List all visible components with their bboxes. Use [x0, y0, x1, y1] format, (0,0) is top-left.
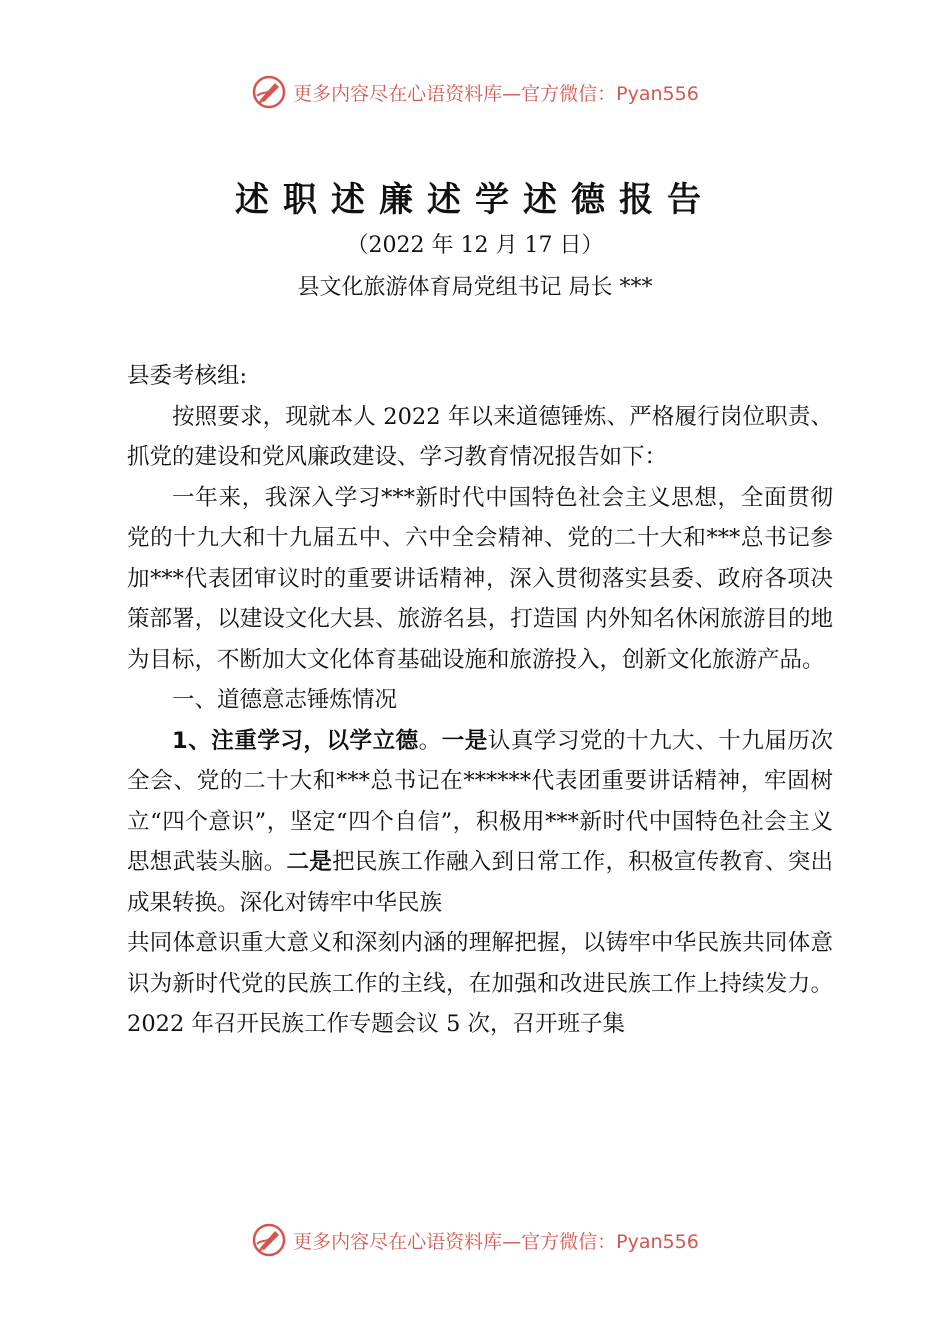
paragraph-continuation: 共同体意识重大意义和深刻内涵的理解把握，以铸牢中华民族共同体意识为新时代党的民族工作的主线，在加强和改进民族工作上持续发力。2022 年召开民族工作专题会议 5 次，召开班子集: [127, 930, 833, 1037]
section-heading: 一、道德意志锤炼情况: [172, 687, 398, 713]
watermark-header: [0, 74, 950, 110]
watermark-text: 更多内容尽在心语资料库—官方微信：Pyan556: [293, 82, 699, 105]
document-date: （2022 年 12 月 17 日）: [346, 233, 604, 258]
point-text-first: 认真学习党的十九大、十九届历次全会、党的二十大和***总书记在******代表团重要讲话精神，牢固树立“四个意识”，坚定“四个自信”，积极用***新时代中国特色社会主义思想武装头脑。: [127, 727, 833, 875]
pen-logo-icon: [251, 74, 287, 110]
document-author: 县文化旅游体育局党组书记 局长 ***: [297, 275, 653, 300]
watermark-footer: [0, 1222, 950, 1258]
watermark-text: 更多内容尽在心语资料库—官方微信：Pyan556: [293, 1230, 699, 1253]
item-paragraph: [127, 721, 833, 924]
document-title: 述职述廉述学述德报告: [235, 180, 715, 220]
document-body: [127, 356, 833, 1045]
item-heading: 1、注重学习，以学立德: [172, 727, 419, 754]
item-heading-sep: 。: [418, 727, 442, 754]
paragraph-overview: 一年来，我深入学习***新时代中国特色社会主义思想，全面贯彻党的十九大和十九届五中、六中全会精神、党的二十大和***总书记参加***代表团审议时的重要讲话精神，深入贯彻落实县委、政府各项决策部署，以建设文化大县、旅游名县，打造国 内外知名休闲旅游目的地为目标，不断加大文化体育基础设施和旅游投入，创新文化旅游产品。: [127, 484, 833, 673]
pen-logo-icon: [251, 1222, 287, 1258]
point-text-second: 把民族工作融入到日常工作，积极宣传教育、突出成果转换。深化对铸牢中华民族: [127, 849, 833, 916]
salutation: 县委考核组:: [127, 363, 248, 389]
point-label-second: 二是: [286, 849, 333, 875]
point-label-first: 一是: [441, 727, 488, 754]
paragraph-intro: 按照要求，现就本人 2022 年以来道德锤炼、严格履行岗位职责、抓党的建设和党风廉政建设、学习教育情况报告如下：: [127, 403, 833, 470]
